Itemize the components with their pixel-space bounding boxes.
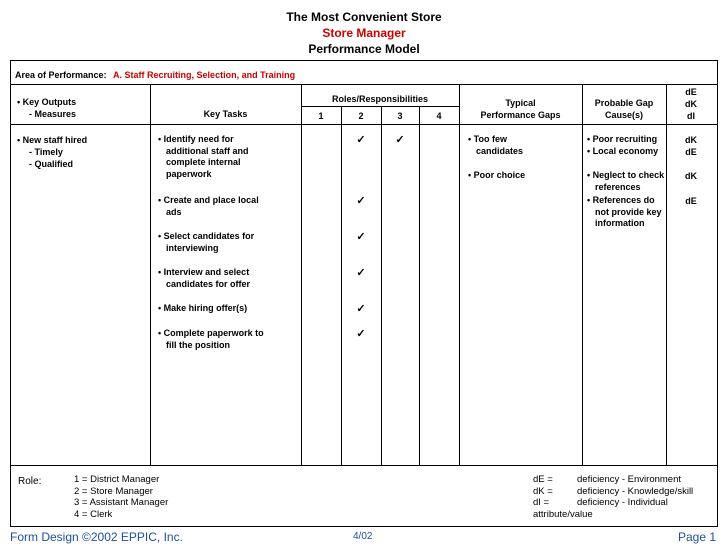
role-check-2: ✓ [356, 328, 366, 340]
key-task [158, 231, 254, 254]
probable-cause-line: references [595, 181, 641, 192]
header-key-tasks: Key Tasks [203, 109, 248, 119]
key-task-line: • Create and place local [158, 195, 259, 205]
role-check-2: ✓ [356, 195, 366, 207]
legend-role-3: 3 = Assistant Manager [74, 497, 169, 508]
cause-code: dK [685, 171, 697, 181]
header-code-dk: dK [685, 99, 697, 109]
cause-code: dK [685, 135, 697, 145]
legend-desc-de: deficiency - Environment [577, 474, 682, 485]
key-task-line: • Identify need for [158, 134, 234, 144]
probable-cause-line: • Local economy [587, 146, 659, 156]
probable-cause-line: information [595, 218, 645, 228]
role-check-3: ✓ [395, 134, 405, 146]
legend-role-4: 4 = Clerk [74, 508, 113, 520]
probable-cause-line: • References do [587, 195, 655, 205]
role-check-2: ✓ [356, 231, 366, 243]
header-cause-line2: Cause(s) [604, 110, 643, 120]
probable-cause-line: not provide key [595, 206, 662, 217]
header-role-1: 1 [318, 111, 324, 121]
performance-gap-line: candidates [476, 145, 524, 156]
legend-roles [74, 474, 168, 520]
legend-codes [533, 474, 693, 520]
performance-gap [468, 134, 523, 157]
col-divider [419, 106, 420, 465]
key-task-line: • Complete paperwork to [158, 328, 264, 338]
probable-cause-line: • Poor recruiting [587, 134, 658, 144]
key-task [158, 328, 264, 351]
col-divider [582, 84, 583, 465]
key-task-line: ads [166, 206, 182, 217]
legend-role-label: Role: [18, 476, 42, 487]
doc-subtitle-model: Performance Model [308, 42, 420, 56]
header-measures: - Measures [29, 109, 77, 119]
footer-page: Page 1 [678, 530, 717, 544]
header-gaps-line2: Performance Gaps [480, 110, 561, 120]
form-border [10, 60, 718, 527]
footer-copyright: Form Design ©2002 EPPIC, Inc. [10, 530, 183, 544]
key-task-line: complete internal [166, 157, 241, 167]
probable-cause [587, 170, 664, 193]
divider-header [10, 124, 718, 125]
doc-subtitle-role: Store Manager [322, 26, 406, 40]
area-of-performance [15, 69, 295, 81]
col-divider [150, 84, 151, 465]
key-task-line: candidates for offer [166, 278, 251, 289]
header-code-de: dE [685, 87, 697, 97]
legend-code-dk: dK = [533, 485, 553, 497]
col-divider [459, 84, 460, 465]
header-key-outputs: • Key Outputs [17, 97, 77, 107]
performance-gap-line: • Poor choice [468, 170, 526, 180]
output-main: • New staff hired [17, 135, 88, 145]
legend-role-1: 1 = District Manager [74, 474, 160, 485]
header-role-4: 4 [436, 111, 442, 121]
output-measure-qualified: - Qualified [29, 159, 74, 169]
probable-cause [587, 146, 658, 158]
legend-desc-di: deficiency - Individual [577, 497, 668, 508]
cause-code: dE [685, 196, 697, 206]
role-check-2: ✓ [356, 303, 366, 315]
divider-area [10, 84, 718, 85]
output-measure-timely: - Timely [29, 147, 63, 157]
cause-code: dE [685, 147, 697, 157]
footer-date: 4/02 [353, 531, 373, 542]
legend-attribute: attribute/value [533, 508, 593, 520]
area-value: A. Staff Recruiting, Selection, and Training [113, 70, 296, 80]
role-check-2: ✓ [356, 134, 366, 146]
divider-roles [301, 106, 459, 107]
performance-gap [468, 170, 525, 182]
key-task-line: • Interview and select [158, 267, 250, 277]
header-role-2: 2 [358, 111, 364, 121]
key-task-line: fill the position [166, 339, 230, 350]
probable-cause-line: • Neglect to check [587, 170, 665, 180]
header-cause-line1: Probable Gap [594, 98, 654, 108]
key-task [158, 303, 247, 315]
legend-desc-dk: deficiency - Knowledge/skill [577, 485, 694, 497]
legend-role-2: 2 = Store Manager [74, 485, 153, 497]
key-task-line: • Select candidates for [158, 231, 255, 241]
col-divider [341, 106, 342, 465]
col-divider [301, 84, 302, 465]
key-task-line: paperwork [166, 168, 212, 179]
divider-legend [10, 465, 718, 466]
header-gaps-line1: Typical [505, 98, 536, 108]
probable-cause [587, 134, 657, 146]
header-code-di: dI [687, 111, 695, 121]
doc-title: The Most Convenient Store [286, 10, 442, 24]
key-task-line: • Make hiring offer(s) [158, 303, 248, 313]
key-task [158, 134, 249, 180]
col-divider [381, 106, 382, 465]
key-task [158, 195, 259, 218]
probable-cause [587, 195, 662, 230]
key-task-line: additional staff and [166, 145, 249, 156]
legend-code-di: dI = [533, 497, 550, 508]
key-task-line: interviewing [166, 242, 219, 253]
header-roles: Roles/Responsibilities [331, 94, 429, 104]
area-label: Area of Performance: [15, 70, 107, 80]
performance-gap-line: • Too few [468, 134, 507, 144]
role-check-2: ✓ [356, 267, 366, 279]
header-role-3: 3 [397, 111, 403, 121]
key-task [158, 267, 250, 290]
legend-code-de: dE = [533, 474, 553, 485]
